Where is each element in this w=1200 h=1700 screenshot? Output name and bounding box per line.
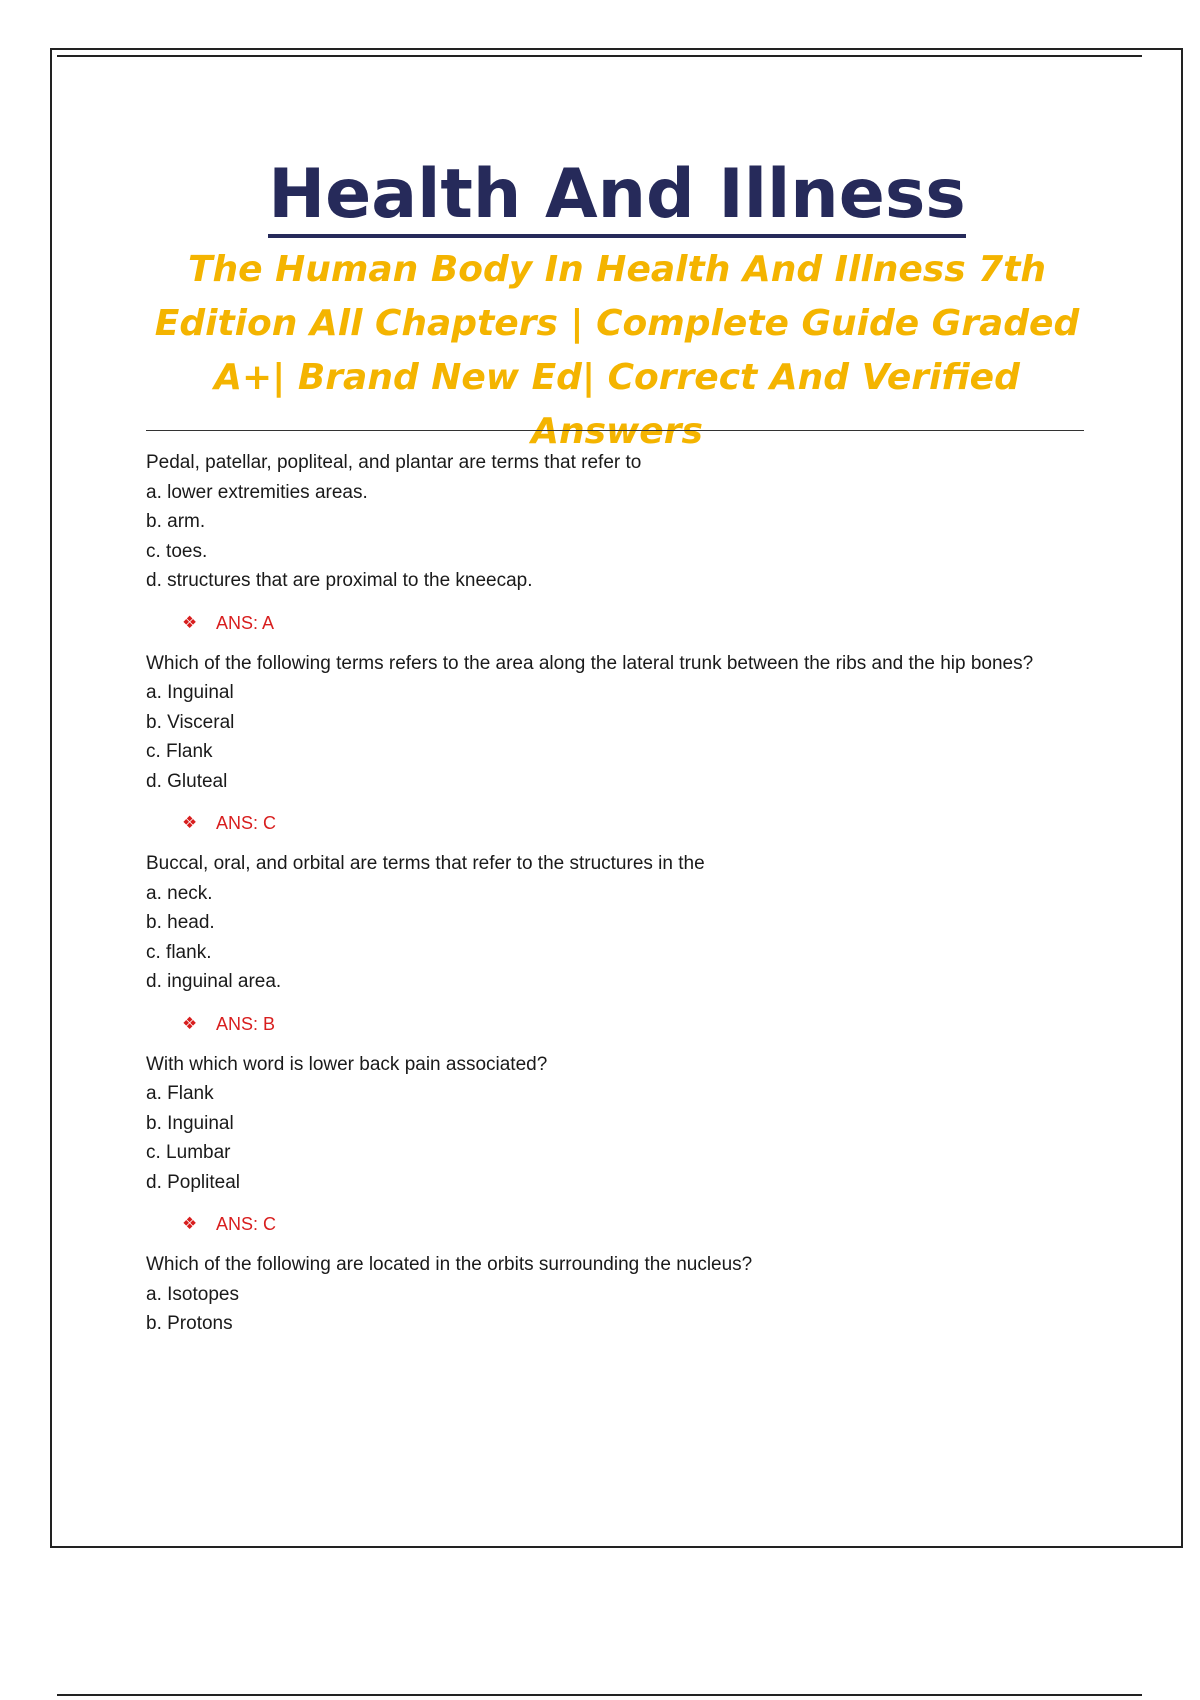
answer-option: b. arm. bbox=[146, 511, 206, 532]
answer-option: b. Inguinal bbox=[146, 1112, 234, 1134]
question-text: Which of the following terms refers to the area along the lateral trunk between the ribs and the hip bones? bbox=[146, 652, 1034, 674]
bottom-rule bbox=[57, 1694, 1142, 1696]
answer-option: d. Gluteal bbox=[146, 770, 228, 792]
question-block bbox=[146, 1250, 1046, 1339]
question-block bbox=[146, 448, 1046, 637]
question-block bbox=[146, 849, 1046, 1038]
answer-option: d. structures that are proximal to the kneecap. bbox=[146, 570, 533, 591]
diamond-bullet-icon: ❖ bbox=[182, 1013, 198, 1033]
answer-key-text: ANS: A bbox=[216, 612, 275, 633]
question-list bbox=[146, 448, 1046, 1339]
answer-key bbox=[182, 1010, 1046, 1038]
document-title-text: Health And Illness bbox=[268, 155, 966, 238]
answer-option: c. Lumbar bbox=[146, 1142, 231, 1163]
answer-option: b. head. bbox=[146, 912, 215, 933]
diamond-bullet-icon: ❖ bbox=[182, 1214, 198, 1233]
question-text: Which of the following are located in the orbits surrounding the nucleus? bbox=[146, 1254, 753, 1275]
question-block bbox=[146, 1050, 1046, 1239]
answer-option: b. Visceral bbox=[146, 711, 235, 733]
answer-option: a. lower extremities areas. bbox=[146, 481, 368, 503]
answer-key bbox=[182, 809, 1046, 837]
answer-option: d. Popliteal bbox=[146, 1171, 241, 1193]
section-divider bbox=[146, 430, 1084, 431]
question-text: Pedal, patellar, popliteal, and plantar are terms that refer to bbox=[146, 452, 642, 473]
answer-key bbox=[182, 1210, 1046, 1238]
answer-key-text: ANS: B bbox=[216, 1013, 276, 1034]
answer-option: a. Isotopes bbox=[146, 1283, 239, 1305]
document-subtitle: The Human Body In Health And Illness 7th Edition All Chapters | Complete Guide Graded A+| Brand New Ed| Correct And Verified Answers bbox=[154, 249, 1080, 452]
diamond-bullet-icon: ❖ bbox=[182, 612, 198, 632]
answer-option: d. inguinal area. bbox=[146, 971, 282, 992]
answer-option: a. Flank bbox=[146, 1083, 214, 1104]
answer-option: b. Protons bbox=[146, 1313, 233, 1334]
answer-key-text: ANS: C bbox=[216, 813, 277, 833]
question-text: Buccal, oral, and orbital are terms that refer to the structures in the bbox=[146, 853, 705, 874]
answer-option: c. toes. bbox=[146, 540, 208, 562]
answer-key bbox=[182, 609, 1046, 637]
answer-option: a. Inguinal bbox=[146, 682, 234, 703]
answer-option: a. neck. bbox=[146, 882, 213, 904]
question-text: With which word is lower back pain associated? bbox=[146, 1053, 548, 1075]
question-block bbox=[146, 649, 1046, 838]
answer-option: c. flank. bbox=[146, 941, 212, 963]
diamond-bullet-icon: ❖ bbox=[182, 813, 198, 832]
document-title bbox=[0, 155, 1200, 235]
answer-key-text: ANS: C bbox=[216, 1214, 277, 1234]
top-rule bbox=[57, 55, 1142, 57]
answer-option: c. Flank bbox=[146, 741, 213, 762]
